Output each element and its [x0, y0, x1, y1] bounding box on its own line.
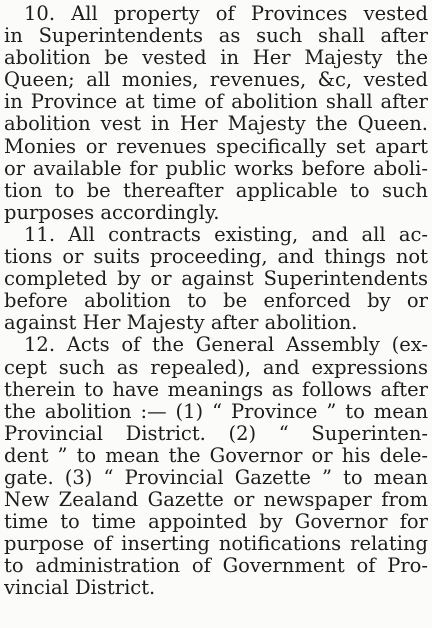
text-line: purpose of inserting notifications relating: [4, 532, 428, 556]
text-column: [4, 3, 428, 600]
text-line: 11. All contracts existing, and all ac-: [24, 222, 428, 246]
text-line: in Province at time of abolition shall after: [4, 90, 428, 114]
text-line: or available for public works before aboli-: [4, 156, 428, 180]
text-line: before abolition to be enforced by or: [4, 289, 428, 313]
text-line: Queen; all monies, revenues, &c, vested: [4, 68, 428, 92]
text-line: abolition vest in Her Majesty the Queen.: [4, 112, 428, 136]
paragraph-11: [4, 224, 428, 334]
text-line: tions or suits proceeding, and things not: [4, 245, 428, 269]
text-line: 12. Acts of the General Assembly (ex-: [24, 333, 428, 357]
text-line: gate. (3) “ Provincial Gazette ” to mean: [4, 465, 428, 489]
text-line: tion to be thereafter applicable to such: [4, 178, 428, 202]
text-line: New Zealand Gazette or newspaper from: [4, 488, 428, 512]
text-line: Provincial District. (2) “ Superinten-: [4, 421, 428, 445]
text-line: Monies or revenues specifically set apart: [4, 134, 428, 158]
text-line: purposes accordingly.: [4, 200, 220, 224]
text-line: abolition be vested in Her Majesty the: [4, 46, 428, 70]
text-line: dent ” to mean the Governor or his dele-: [4, 443, 428, 467]
text-line: against Her Majesty after abolition.: [4, 311, 358, 335]
paragraph-12: [4, 334, 428, 599]
text-line: 10. All property of Provinces vested: [24, 2, 428, 25]
paragraph-10: [4, 3, 428, 224]
text-line: in Superintendents as such shall after: [4, 24, 428, 48]
text-line: therein to have meanings as follows after: [4, 377, 428, 401]
text-line: vincial District.: [4, 576, 156, 600]
text-line: completed by or against Superintendents: [4, 267, 428, 291]
text-line: time to time appointed by Governor for: [4, 510, 428, 534]
text-line: cept such as repealed), and expressions: [4, 355, 428, 379]
text-line: the abolition :— (1) “ Province ” to mean: [4, 399, 428, 423]
text-line: to administration of Government of Pro-: [4, 554, 428, 578]
